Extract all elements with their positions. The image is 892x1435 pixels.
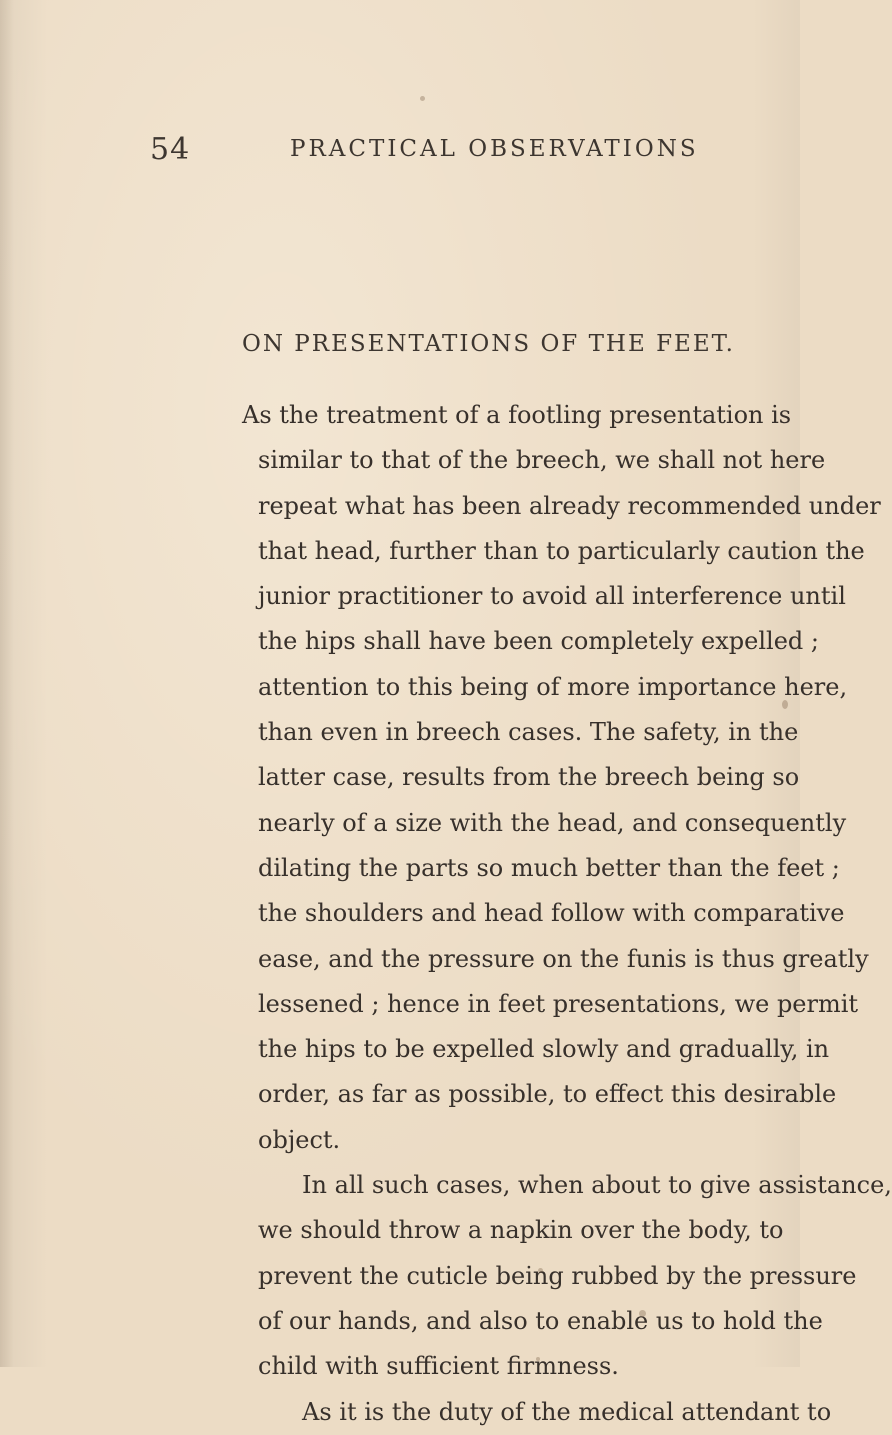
text-line: junior practitioner to avoid all interference until	[258, 582, 846, 611]
running-title: PRACTICAL OBSERVATIONS	[290, 136, 699, 162]
body-text	[242, 393, 892, 1435]
paper-speck	[782, 700, 788, 709]
text-line: prevent the cuticle being rubbed by the pressure	[258, 1261, 857, 1290]
page-number: 54	[150, 132, 191, 167]
text-line: the hips shall have been completely expelled ;	[258, 627, 819, 656]
text-line: order, as far as possible, to effect this desirable	[258, 1080, 837, 1109]
text-line: ease, and the pressure on the funis is thus greatly	[258, 944, 869, 973]
text-line: than even in breech cases. The safety, in the	[258, 718, 799, 747]
text-line: object.	[258, 1125, 341, 1154]
page-fold-shadow	[0, 0, 14, 1367]
text-line: repeat what has been already recommended under	[258, 491, 881, 520]
section-heading: ON PRESENTATIONS OF THE FEET.	[242, 331, 735, 357]
running-head	[0, 132, 800, 172]
paper-speck	[420, 96, 425, 101]
text-line: nearly of a size with the head, and consequently	[258, 808, 847, 837]
text-line: latter case, results from the breech being so	[258, 763, 800, 792]
text-line: lessened ; hence in feet presentations, we permit	[258, 989, 859, 1018]
text-line: dilating the parts so much better than the feet ;	[258, 853, 840, 882]
text-line: attention to this being of more importance here,	[258, 672, 848, 701]
text-line: As it is the duty of the medical attendant to	[302, 1397, 832, 1426]
text-line: similar to that of the breech, we shall not here	[258, 446, 826, 475]
paper-speck	[538, 1268, 543, 1273]
text-line: the hips to be expelled slowly and gradually, in	[258, 1035, 830, 1064]
text-line: In all such cases, when about to give assistance,	[302, 1171, 892, 1200]
text-line: of our hands, and also to enable us to hold the	[258, 1306, 823, 1335]
text-line: we should throw a napkin over the body, to	[258, 1216, 784, 1245]
paper-speck	[536, 1357, 540, 1361]
text-line: that head, further than to particularly caution the	[258, 536, 865, 565]
text-line: child with sufficient firmness.	[258, 1352, 619, 1381]
paper-speck	[639, 1310, 646, 1317]
text-line: the shoulders and head follow with comparative	[258, 899, 845, 928]
text-line: As the treatment of a footling presentation is	[242, 401, 792, 429]
